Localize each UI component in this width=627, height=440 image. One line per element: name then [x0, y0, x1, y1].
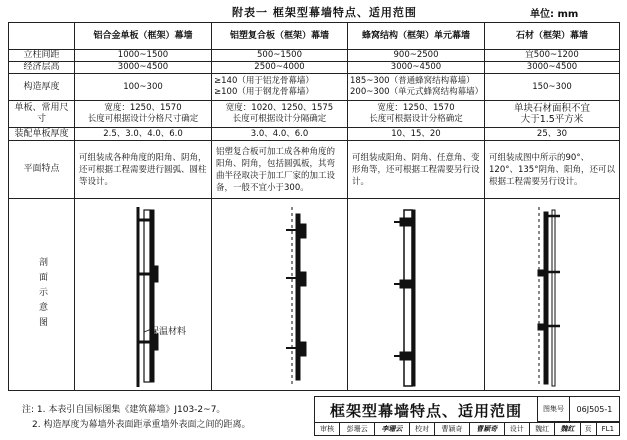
insulation-label: 保温材料	[150, 327, 187, 337]
row-features	[9, 141, 620, 199]
corner-cell	[9, 23, 75, 50]
row-economic-height	[9, 62, 620, 74]
atlas-box	[537, 396, 620, 422]
note-1: 注: 1. 本表引自国标图集《建筑幕墙》J103-2~7。	[22, 405, 226, 415]
cell	[75, 101, 212, 128]
cell-line: 200~300（单元式蜂窝结构幕墙）	[350, 87, 484, 97]
mullion	[150, 210, 154, 382]
note-2: 2. 构造厚度为幕墙外表面距承重墙外表面之间的距离。	[32, 420, 251, 430]
signature-row	[314, 422, 620, 436]
cell: 3000~4500	[75, 62, 212, 74]
review-label: 审核	[315, 423, 340, 436]
row-column-spacing	[9, 50, 620, 62]
feature-text: 可组装成图中所示的90°、120°、135°阴角、阳角，还可以根据工程需要另行设计。	[485, 141, 620, 199]
col-header-composite: 铝塑复合板（框架）幕墙	[212, 23, 348, 50]
cell-line: 宽度：1020、1250、1575	[225, 103, 334, 113]
cell-line: 宽度：1250、1570	[104, 103, 182, 113]
row-panel-thickness	[9, 128, 620, 141]
review-signature: 李珊云	[375, 423, 410, 436]
joint	[538, 270, 544, 276]
col-header-honeycomb: 蜂窝结构（框架）单元幕墙	[348, 23, 485, 50]
cell-line: 长度可根据设计分隔确定	[232, 114, 327, 124]
cell: 150~300	[485, 74, 620, 101]
section-composite	[286, 207, 306, 387]
cell: 1000~1500	[75, 50, 212, 62]
header-row	[9, 23, 620, 50]
table-title: 附表一 框架型幕墙特点、适用范围	[232, 6, 417, 19]
design-name: 魏红	[529, 423, 554, 436]
row-label	[9, 199, 75, 391]
joint	[150, 266, 158, 282]
page-number: FL1	[596, 423, 619, 436]
mullion	[544, 212, 548, 384]
section-stone	[538, 207, 560, 387]
cell-line: 宽度：1250、1570	[377, 103, 455, 113]
design-signature: 魏红	[555, 423, 580, 436]
cell	[348, 101, 485, 128]
joint	[400, 218, 414, 226]
cell-line: ≥100（用于钢龙骨幕墙）	[214, 87, 314, 97]
row-label: 经济层高	[9, 62, 75, 74]
joint	[296, 342, 306, 356]
design-label: 设计	[504, 423, 529, 436]
review-name: 彭珊云	[340, 423, 375, 436]
section-diagrams	[74, 202, 619, 394]
row-construction-thickness	[9, 74, 620, 101]
cell: 25、30	[485, 128, 620, 141]
row-label: 单板、常用尺寸	[9, 101, 75, 128]
cell: 500~1500	[212, 50, 348, 62]
cell-line: 长度可根据设计分格确定	[369, 114, 463, 124]
cell	[212, 101, 348, 128]
joint	[296, 224, 306, 238]
col-header-stone: 石材（框架）幕墙	[485, 23, 620, 50]
cell: 3.0、4.0、6.0	[212, 128, 348, 141]
joint	[400, 352, 414, 360]
col-header-aluminum: 铝合金单板（框架）幕墙	[75, 23, 212, 50]
panel	[144, 210, 150, 382]
row-panel-size	[9, 101, 620, 128]
cell	[212, 74, 348, 101]
cell	[485, 101, 620, 128]
stone-panel	[552, 210, 555, 386]
section-honeycomb	[394, 210, 415, 386]
joint	[296, 272, 306, 286]
atlas-number: 06J505-1	[569, 397, 619, 422]
row-label: 平面特点	[9, 141, 75, 199]
cell: 宜500~1200	[485, 50, 620, 62]
atlas-label: 图集号	[538, 397, 570, 422]
cell: 100~300	[75, 74, 212, 101]
cell: 3000~4500	[348, 62, 485, 74]
check-name: 曹颖奇	[435, 423, 470, 436]
page-label: 页	[580, 423, 596, 436]
cell: 10、15、20	[348, 128, 485, 141]
unit-label: 单位: mm	[530, 9, 579, 20]
cell: 2500~4000	[212, 62, 348, 74]
check-signature: 曹颖奇	[469, 423, 504, 436]
cell: 2.5、3.0、4.0、6.0	[75, 128, 212, 141]
cell-line: 长度可根据设计分格尺寸确定	[87, 114, 199, 124]
check-label: 校对	[409, 423, 434, 436]
row-label: 立柱间距	[9, 50, 75, 62]
cell-line: 185~300（普通蜂窝结构幕墙）	[350, 76, 475, 86]
row-label: 装配单板厚度	[9, 128, 75, 141]
cell-line: 大于1.5平方米	[520, 114, 584, 125]
cell-line: 单块石材面积不宜	[513, 103, 590, 114]
drawing-title: 框架型幕墙特点、适用范围	[329, 402, 522, 420]
cell	[348, 74, 485, 101]
cell-line: ≥140（用于铝龙骨幕墙）	[214, 76, 314, 86]
feature-text: 铝塑复合板可加工成各种角度的阳角、阴角，包括圆弧板，其弯曲半径取决于加工厂家的加工设备，一般不宜小于300。	[212, 141, 348, 199]
joint	[538, 324, 544, 330]
row-label: 构造厚度	[9, 74, 75, 101]
cell: 900~2500	[348, 50, 485, 62]
cell: 3000~4500	[485, 62, 620, 74]
feature-text: 可组装成阳角、阴角、任意角、变形角等，还可根据工程需要另行设计。	[348, 141, 485, 199]
joint	[400, 280, 414, 288]
section-aluminum	[138, 207, 158, 387]
feature-text: 可组装成各种角度的阳角、阴角，还可根据工程需要进行圆弧、圆柱等设计。	[75, 141, 212, 199]
section-label: 剖面示意图	[37, 257, 47, 332]
